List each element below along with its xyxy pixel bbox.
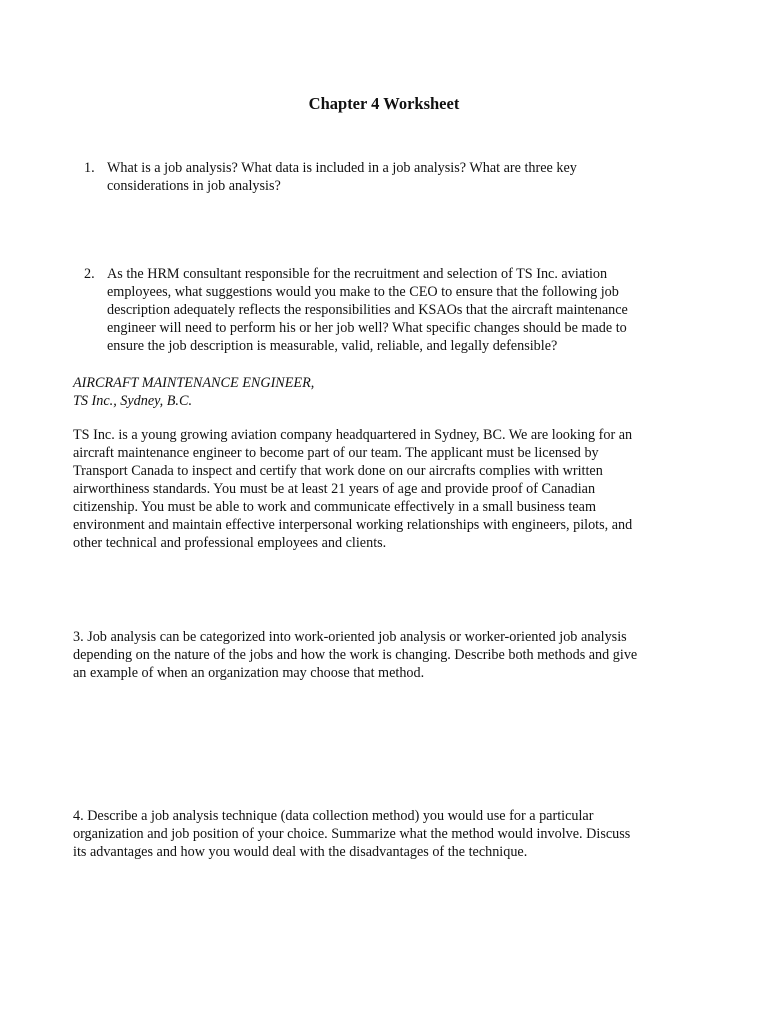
question-1-line: What is a job analysis? What data is included in a job analysis? What are three key [107,160,577,176]
question-2-number: 2. [84,266,95,282]
job-posting-description [73,426,703,552]
question-2-line: employees, what suggestions would you make to the CEO to ensure that the following job [107,284,619,300]
question-2-line: As the HRM consultant responsible for the recruitment and selection of TS Inc. aviation [107,266,608,282]
job-posting-location: TS Inc., Sydney, B.C. [73,393,192,409]
job-posting-title: AIRCRAFT MAINTENANCE ENGINEER, [73,375,315,391]
question-4-line: 4. Describe a job analysis technique (data collection method) you would use for a particular [73,808,594,824]
question-3-line: an example of when an organization may choose that method. [73,665,425,681]
page-title: Chapter 4 Worksheet [308,94,460,113]
job-description-line: citizenship. You must be able to work and communicate effectively in a small business team [73,499,596,515]
question-1-line: considerations in job analysis? [107,178,281,194]
question-2-line: ensure the job description is measurable, valid, reliable, and legally defensible? [107,338,558,354]
question-4-line: its advantages and how you would deal with the disadvantages of the technique. [73,844,528,860]
question-3-line: 3. Job analysis can be categorized into work-oriented job analysis or worker-oriented job analysis [73,629,627,645]
question-3 [73,628,703,682]
job-description-line: airworthiness standards. You must be at least 21 years of age and provide proof of Canadian [73,481,596,497]
question-1-text [107,159,697,195]
job-description-line: environment and maintain effective interpersonal working relationships with engineers, pilots, and [73,517,633,533]
question-1-number: 1. [84,160,95,176]
job-description-line: TS Inc. is a young growing aviation company headquartered in Sydney, BC. We are looking for an [73,427,633,443]
question-3-line: depending on the nature of the jobs and how the work is changing. Describe both methods and give [73,647,638,663]
question-2-line: description adequately reflects the responsibilities and KSAOs that the aircraft maintenance [107,302,628,318]
job-description-line: aircraft maintenance engineer to become part of our team. The applicant must be licensed by [73,445,599,461]
question-2-line: engineer will need to perform his or her job well? What specific changes should be made to [107,320,627,336]
job-description-line: other technical and professional employees and clients. [73,535,387,551]
question-4-line: organization and job position of your choice. Summarize what the method would involve. Discuss [73,826,631,842]
job-description-line: Transport Canada to inspect and certify that work done on our aircrafts complies with written [73,463,603,479]
question-2-text [107,265,697,355]
job-posting-header [73,374,703,410]
question-4 [73,807,703,861]
